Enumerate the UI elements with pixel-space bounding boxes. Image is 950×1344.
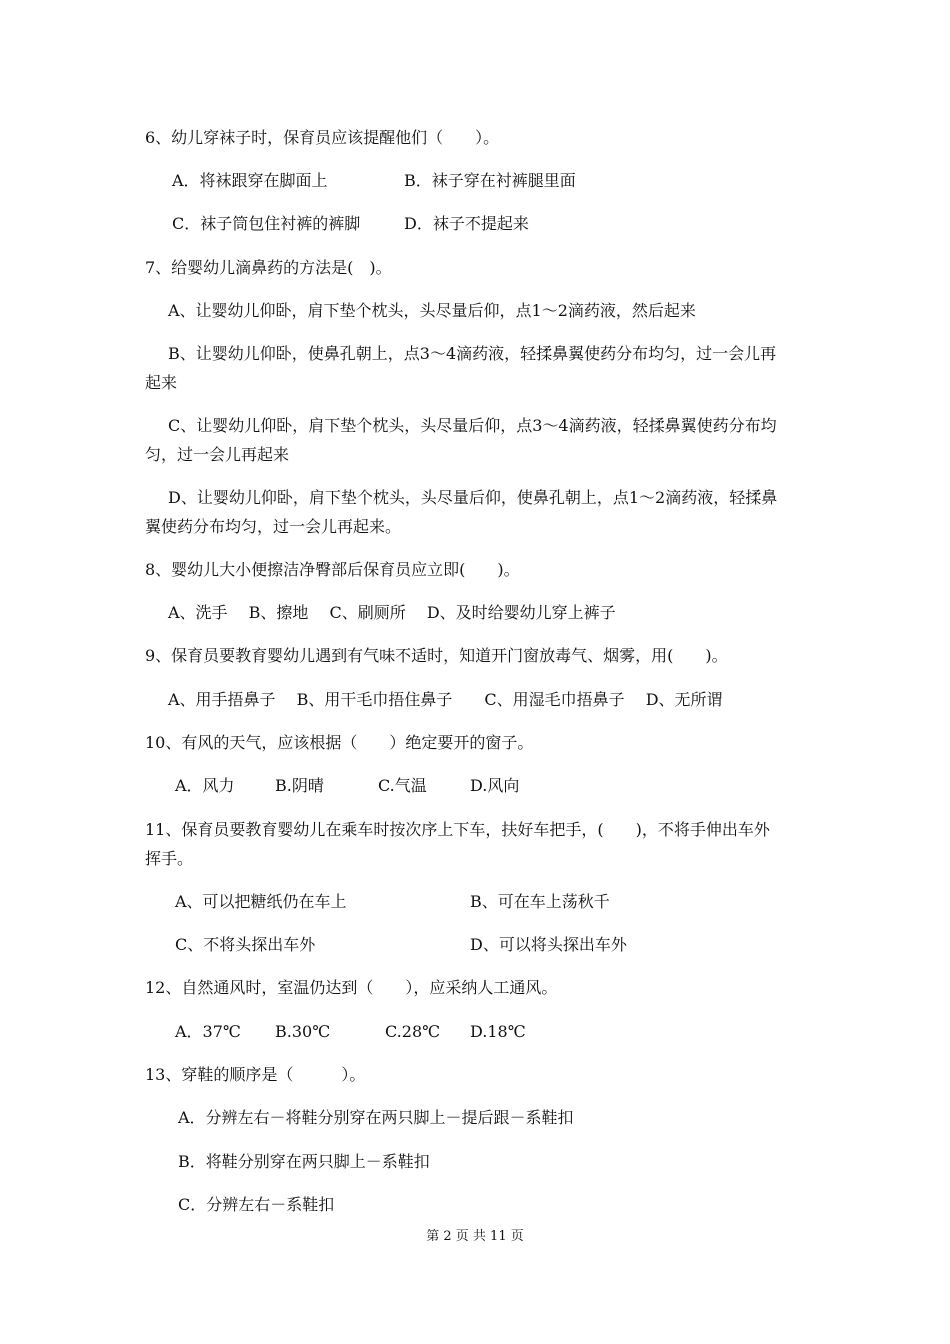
question-8-stem: 8、婴幼儿大小便擦洁净臀部后保育员应立即( )。	[145, 560, 520, 579]
question-10-option-d: D.风向	[470, 776, 520, 795]
question-12-stem: 12、自然通风时，室温仍达到（ ），应采纳人工通风。	[145, 978, 558, 997]
question-11-option-a: A、可以把糖纸仍在车上	[175, 892, 347, 911]
question-7-option-c-line1: C、让婴幼儿仰卧，肩下垫个枕头，头尽量后仰，点3～4滴药液，轻揉鼻翼使药分布均	[168, 416, 777, 435]
question-11-option-b: B、可在车上荡秋千	[470, 892, 610, 911]
question-7-stem: 7、给婴幼儿滴鼻药的方法是( )。	[145, 258, 392, 277]
question-12-option-b: B.30℃	[275, 1022, 331, 1041]
question-6-stem: 6、幼儿穿袜子时，保育员应该提醒他们（ ）。	[145, 128, 500, 147]
question-13-option-b: B．将鞋分别穿在两只脚上－系鞋扣	[178, 1152, 430, 1171]
question-10-stem: 10、有风的天气，应该根据（ ）绝定要开的窗子。	[145, 733, 534, 752]
question-6-option-c: C．袜子筒包住衬裤的裤脚	[172, 214, 361, 233]
question-7-option-d-line2: 翼使药分布均匀，过一会儿再起来。	[145, 517, 402, 536]
question-13-option-c: C．分辨左右－系鞋扣	[178, 1195, 335, 1214]
question-10-option-a: A．风力	[175, 776, 235, 795]
question-10-option-b: B.阴晴	[275, 776, 324, 795]
question-6-option-a: A．将袜跟穿在脚面上	[172, 171, 328, 190]
question-11-option-c: C、不将头探出车外	[175, 935, 316, 954]
question-13-stem: 13、穿鞋的顺序是（ ）。	[145, 1065, 366, 1084]
page-footer: 第 2 页 共 11 页	[426, 1229, 524, 1244]
question-7-option-b-line2: 起来	[145, 373, 178, 392]
question-12-option-a: A．37℃	[175, 1022, 241, 1041]
question-9-stem: 9、保育员要教育婴幼儿遇到有气味不适时，知道开门窗放毒气、烟雾，用( )。	[145, 646, 728, 665]
question-13-option-a: A．分辨左右－将鞋分别穿在两只脚上－提后跟－系鞋扣	[178, 1108, 574, 1127]
question-8-options: A、洗手 B、擦地 C、刷厕所 D、及时给婴幼儿穿上裤子	[168, 603, 616, 622]
question-7-option-c-line2: 匀，过一会儿再起来	[145, 445, 290, 464]
question-7-option-b-line1: B、让婴幼儿仰卧，使鼻孔朝上，点3～4滴药液，轻揉鼻翼使药分布均匀，过一会儿再	[168, 344, 777, 363]
question-11-stem-line2: 挥手。	[145, 849, 194, 868]
question-9-options: A、用手捂鼻子 B、用干毛巾捂住鼻子 C、用湿毛巾捂鼻子 D、无所谓	[168, 690, 723, 709]
question-7-option-d-line1: D、让婴幼儿仰卧，肩下垫个枕头，头尽量后仰，使鼻孔朝上，点1～2滴药液，轻揉鼻	[168, 488, 778, 507]
question-6-option-b: B．袜子穿在衬裤腿里面	[404, 171, 576, 190]
question-10-option-c: C.气温	[378, 776, 427, 795]
question-6-option-d: D．袜子不提起来	[404, 214, 529, 233]
question-11-stem-line1: 11、保育员要教育婴幼儿在乘车时按次序上下车，扶好车把手，( )，不将手伸出车外	[145, 820, 770, 839]
question-7-option-a: A、让婴幼儿仰卧，肩下垫个枕头，头尽量后仰，点1～2滴药液，然后起来	[168, 301, 696, 320]
question-12-option-d: D.18℃	[470, 1022, 526, 1041]
question-12-option-c: C.28℃	[385, 1022, 441, 1041]
question-11-option-d: D、可以将头探出车外	[470, 935, 627, 954]
